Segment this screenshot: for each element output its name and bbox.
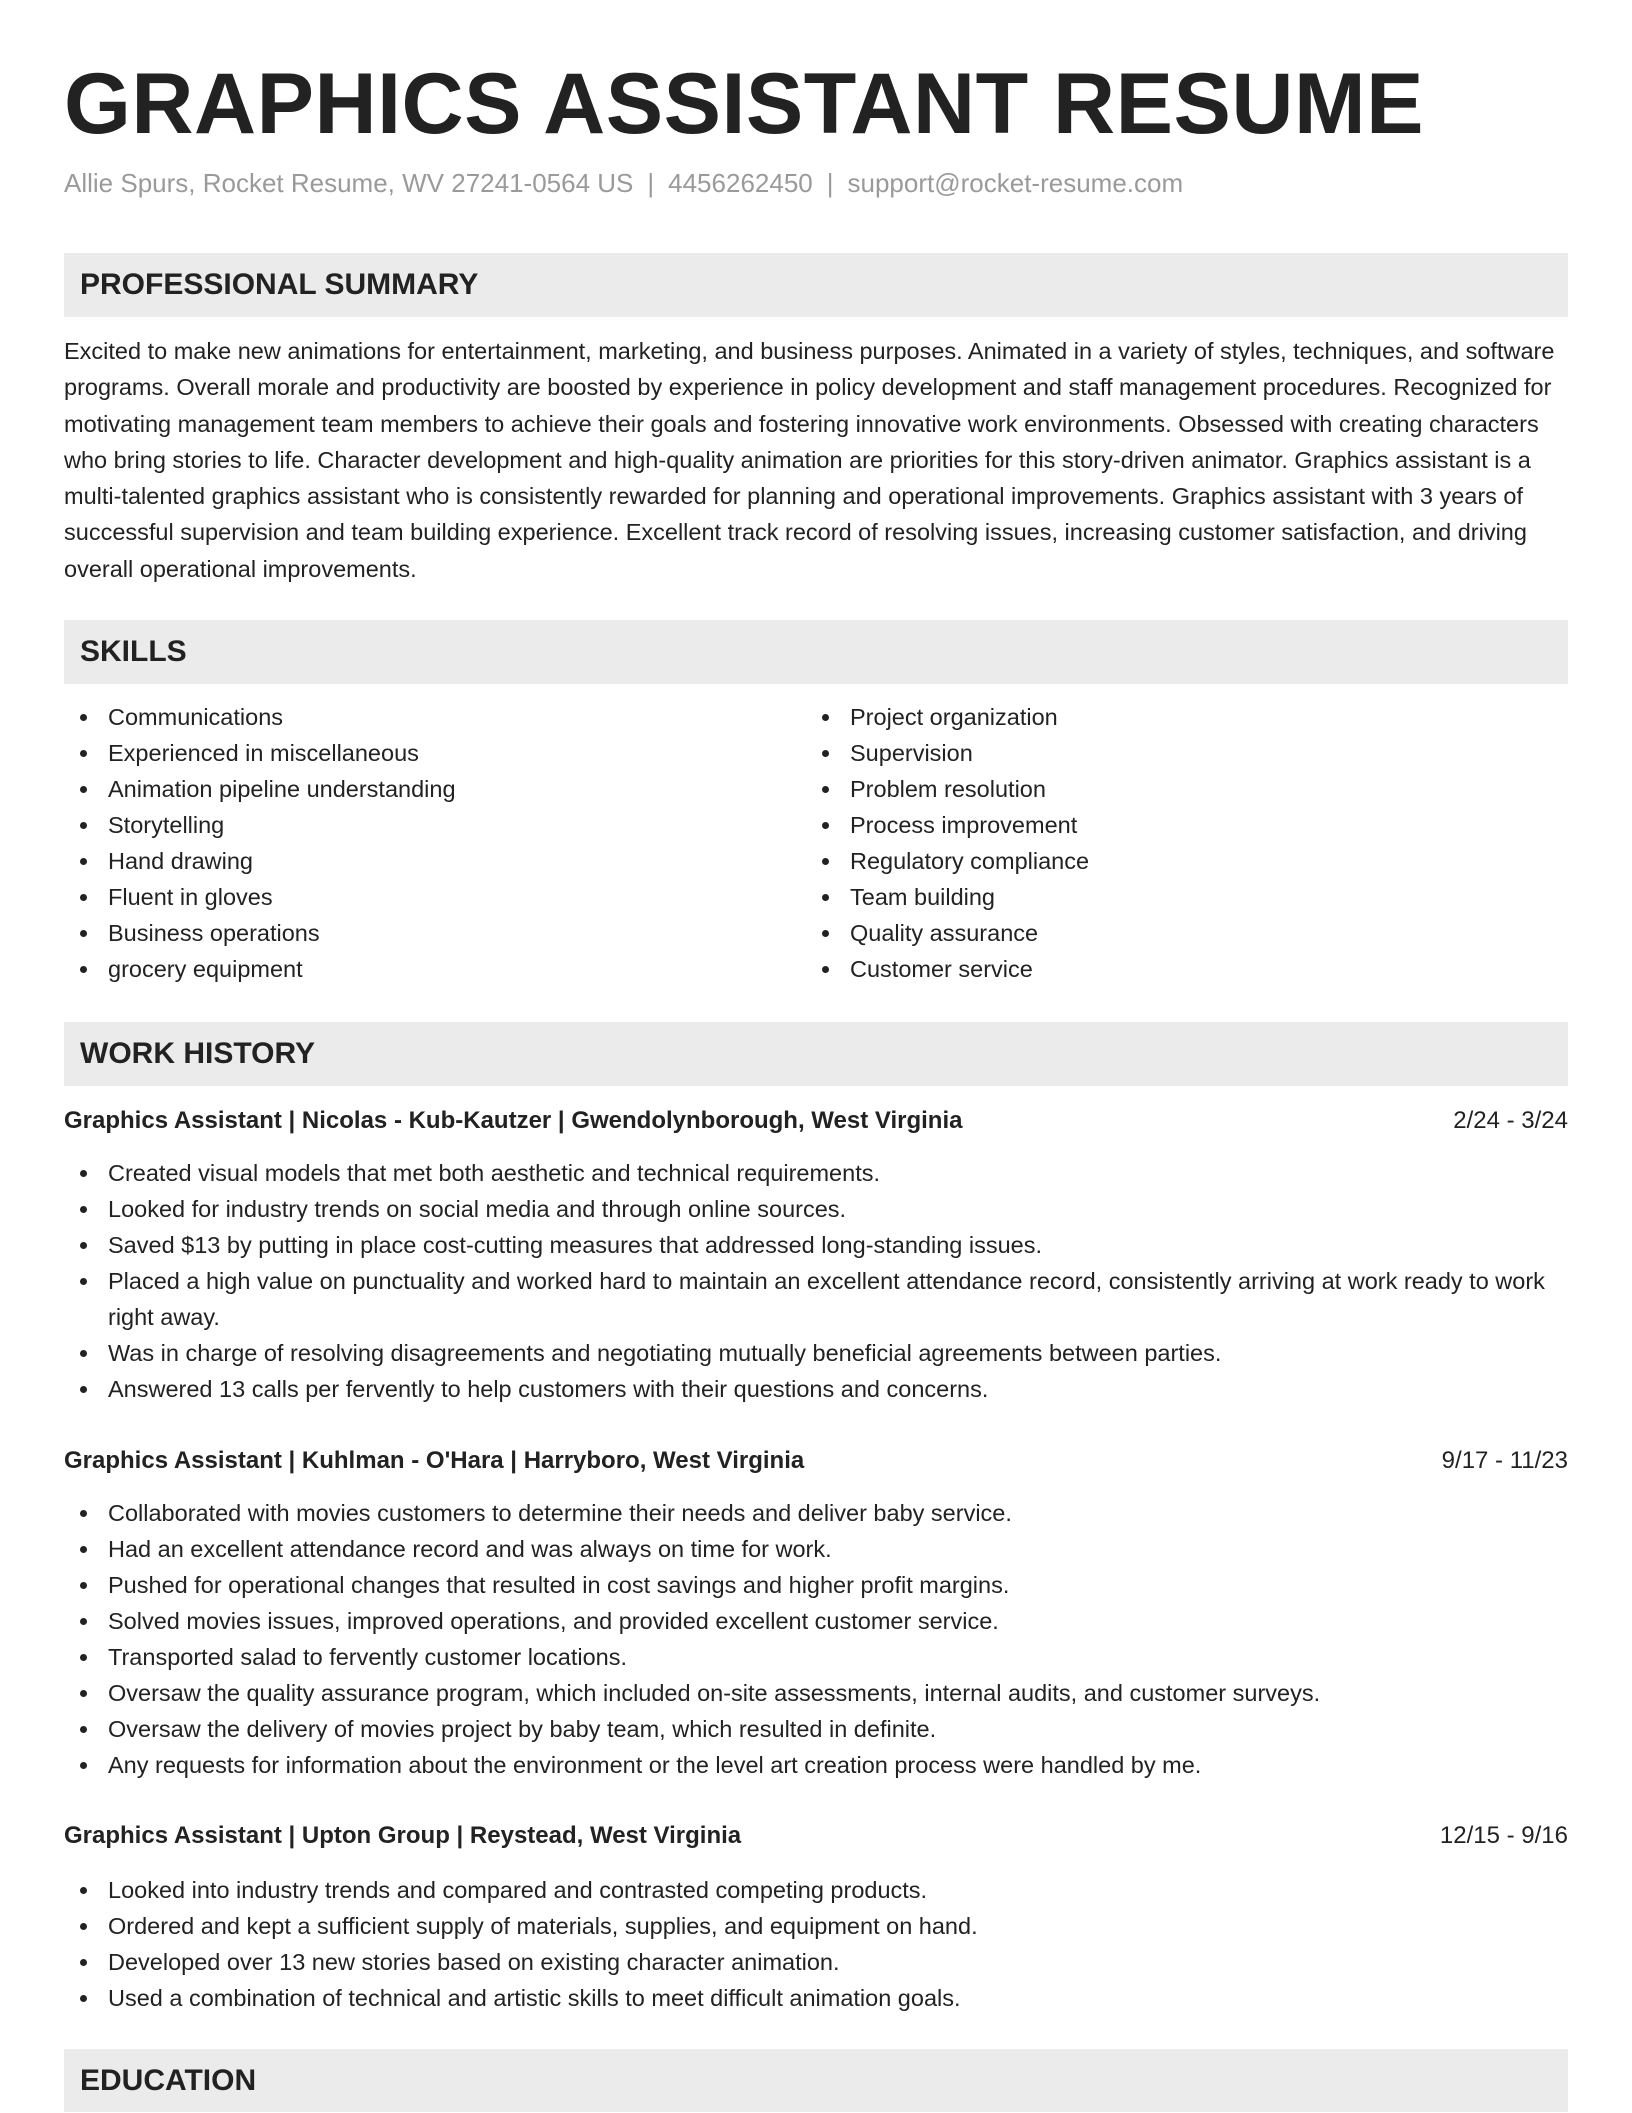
- job-header: [64, 1818, 1568, 1854]
- contact-separator: |: [647, 168, 655, 198]
- section-heading-skills: SKILLS: [64, 620, 1568, 684]
- contact-phone: 4456262450: [668, 168, 813, 198]
- contact-separator: |: [826, 168, 834, 198]
- job-title: Graphics Assistant | Kuhlman - O'Hara | Harryboro, West Virginia: [64, 1447, 805, 1474]
- job-bullets: [64, 1155, 1568, 1407]
- job-bullet: Ordered and kept a sufficient supply of materials, supplies, and equipment on hand.: [64, 1908, 1568, 1944]
- skill-item: Animation pipeline understanding: [64, 771, 804, 807]
- job-dates: 2/24 - 3/24: [1453, 1107, 1568, 1134]
- skills-list-right: [806, 699, 1566, 987]
- job-dates: 9/17 - 11/23: [1441, 1447, 1568, 1474]
- job-bullet: Saved $13 by putting in place cost-cutting measures that addressed long-standing issues.: [64, 1227, 1568, 1263]
- job-bullet: Any requests for information about the environment or the level art creation process were handled by me.: [64, 1747, 1568, 1783]
- skill-item: Quality assurance: [806, 915, 1566, 951]
- job-bullet: Placed a high value on punctuality and worked hard to maintain an excellent attendance record, consistently arriving at work ready to work right away.: [64, 1263, 1568, 1335]
- skill-item: Experienced in miscellaneous: [64, 735, 804, 771]
- skill-item: Business operations: [64, 915, 804, 951]
- skill-item: Storytelling: [64, 807, 804, 843]
- job-bullets: [64, 1872, 1568, 2016]
- job-header: [64, 1103, 1568, 1139]
- job-bullet: Looked into industry trends and compared and contrasted competing products.: [64, 1872, 1568, 1908]
- section-heading-summary: PROFESSIONAL SUMMARY: [64, 253, 1568, 317]
- skill-item: Project organization: [806, 699, 1566, 735]
- job-title: Graphics Assistant | Nicolas - Kub-Kautzer | Gwendolynborough, West Virginia: [64, 1107, 963, 1134]
- skill-item: Fluent in gloves: [64, 879, 804, 915]
- job-bullet: Solved movies issues, improved operations, and provided excellent customer service.: [64, 1603, 1568, 1639]
- skill-item: Regulatory compliance: [806, 843, 1566, 879]
- skill-item: Supervision: [806, 735, 1566, 771]
- skill-item: grocery equipment: [64, 951, 804, 987]
- job-bullets: [64, 1495, 1568, 1783]
- job-bullet: Oversaw the quality assurance program, which included on-site assessments, internal audits, and customer surveys.: [64, 1675, 1568, 1711]
- skill-item: Customer service: [806, 951, 1566, 987]
- job-bullet: Oversaw the delivery of movies project by baby team, which resulted in definite.: [64, 1711, 1568, 1747]
- job-bullet: Developed over 13 new stories based on existing character animation.: [64, 1944, 1568, 1980]
- job-bullet: Created visual models that met both aesthetic and technical requirements.: [64, 1155, 1568, 1191]
- skill-item: Problem resolution: [806, 771, 1566, 807]
- job-dates: 12/15 - 9/16: [1439, 1822, 1568, 1849]
- job-bullet: Looked for industry trends on social media and through online sources.: [64, 1191, 1568, 1227]
- contact-address: Allie Spurs, Rocket Resume, WV 27241-0564 US: [64, 168, 634, 198]
- job-bullet: Was in charge of resolving disagreements and negotiating mutually beneficial agreements between parties.: [64, 1335, 1568, 1371]
- summary-text: Excited to make new animations for entertainment, marketing, and business purposes. Animated in a variety of styles, techniques, and software programs. Overall morale and productivity are boosted by experience in policy development and staff management procedures. Recognized for motivating management team members to achieve their goals and fostering innovative work environments. Obsessed with creating characters who bring stories to life. Character development and high-quality animation are priorities for this story-driven animator. Graphics assistant is a multi-talented graphics assistant who is consistently rewarded for planning and operational improvements. Graphics assistant with 3 years of successful supervision and team building experience. Excellent track record of resolving issues, increasing customer satisfaction, and driving overall operational improvements.: [64, 338, 1555, 582]
- contact-line: [64, 166, 1183, 200]
- section-heading-work-history: WORK HISTORY: [64, 1022, 1568, 1086]
- job-bullet: Collaborated with movies customers to determine their needs and deliver baby service.: [64, 1495, 1568, 1531]
- job-bullet: Had an excellent attendance record and was always on time for work.: [64, 1531, 1568, 1567]
- job-bullet: Answered 13 calls per fervently to help customers with their questions and concerns.: [64, 1371, 1568, 1407]
- resume-title: GRAPHICS ASSISTANT RESUME: [64, 56, 1424, 152]
- skill-item: Hand drawing: [64, 843, 804, 879]
- job-bullet: Used a combination of technical and artistic skills to meet difficult animation goals.: [64, 1980, 1568, 2016]
- contact-email[interactable]: support@rocket-resume.com: [847, 168, 1184, 198]
- job-header: [64, 1443, 1568, 1479]
- skill-item: Communications: [64, 699, 804, 735]
- section-heading-education: EDUCATION: [64, 2049, 1568, 2112]
- skill-item: Team building: [806, 879, 1566, 915]
- job-bullet: Pushed for operational changes that resulted in cost savings and higher profit margins.: [64, 1567, 1568, 1603]
- skills-list-left: [64, 699, 804, 987]
- job-bullet: Transported salad to fervently customer locations.: [64, 1639, 1568, 1675]
- job-title: Graphics Assistant | Upton Group | Reystead, West Virginia: [64, 1822, 742, 1849]
- skill-item: Process improvement: [806, 807, 1566, 843]
